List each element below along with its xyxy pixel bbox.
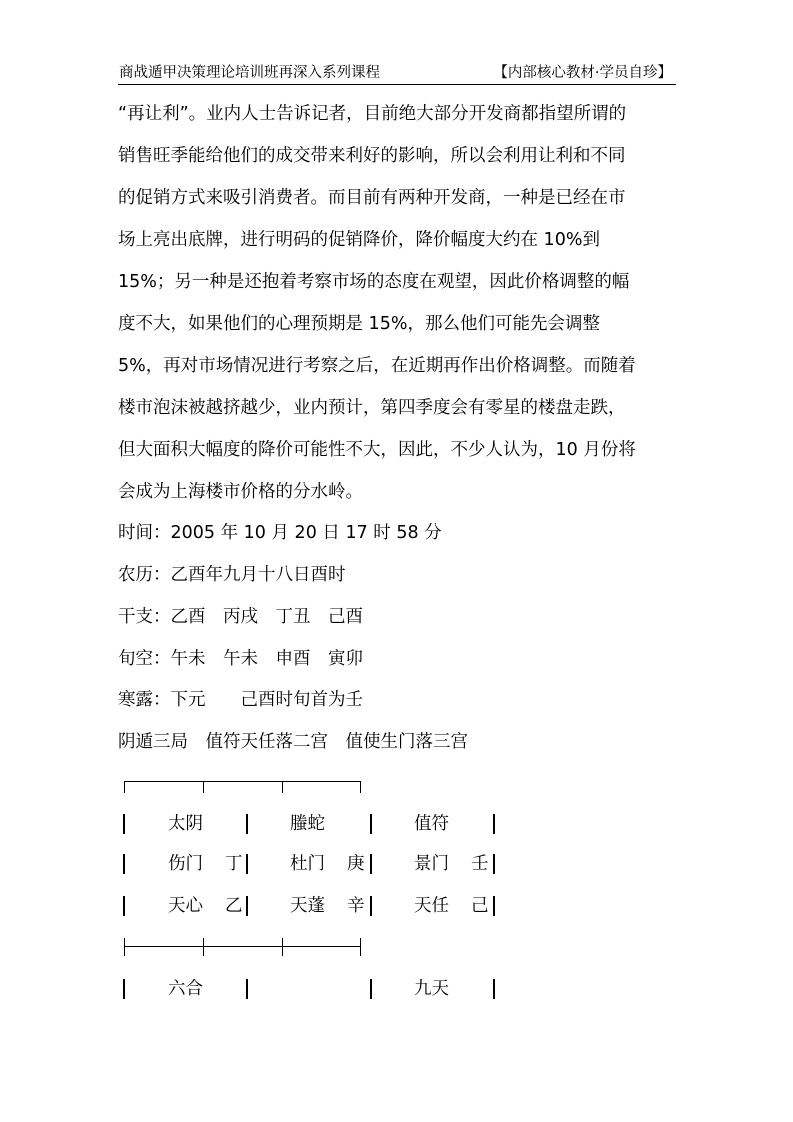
chart-cell-border	[123, 814, 125, 834]
chart-god-r1c2: 螣蛇	[290, 814, 325, 834]
paragraph-line: 楼市泡沫被越挤越少，业内预计，第四季度会有零星的楼盘走跌，	[118, 398, 626, 418]
info-ganzhi: 干支：乙酉 丙戌 丁丑 己酉	[118, 607, 363, 627]
chart-cell-border	[370, 814, 372, 834]
chart-cell-border	[123, 896, 125, 916]
info-time: 时间：2005 年 10 月 20 日 17 时 58 分	[118, 523, 442, 543]
chart-god-r2c3: 九天	[414, 979, 449, 999]
chart-cell-border	[493, 814, 495, 834]
paragraph-line: 5%，再对市场情况进行考察之后，在近期再作出价格调整。而随着	[118, 356, 636, 376]
chart-cell-border	[246, 854, 248, 874]
chart-cell-border	[370, 979, 372, 999]
chart-door-r1c1: 伤门	[168, 854, 203, 874]
paragraph-line: 场上亮出底牌，进行明码的促销降价，降价幅度大约在 10%到	[118, 230, 600, 250]
chart-top-tick	[360, 781, 361, 793]
paragraph-line: 销售旺季能给他们的成交带来利好的影响，所以会利用让利和不同	[118, 146, 626, 166]
chart-god-r1c1: 太阴	[168, 814, 203, 834]
chart-top-tick	[203, 781, 204, 793]
paragraph-line: 的促销方式来吸引消费者。而目前有两种开发商，一种是已经在市	[118, 188, 626, 208]
paragraph-line: 但大面积大幅度的降价可能性不大，因此，不少人认为，10 月份将	[118, 440, 636, 460]
chart-door-stem-r1c3: 壬	[471, 854, 489, 874]
chart-cell-border	[123, 854, 125, 874]
info-lunar: 农历：乙酉年九月十八日酉时	[118, 565, 346, 585]
chart-cell-border	[123, 979, 125, 999]
chart-star-stem-r1c3: 己	[471, 896, 489, 916]
chart-star-r1c3: 天任	[414, 896, 449, 916]
chart-top-tick	[282, 781, 283, 793]
info-xunkong: 旬空：午未 午未 申酉 寅卯	[118, 649, 363, 669]
chart-cell-border	[246, 814, 248, 834]
info-ju: 阴遁三局 值符天任落二宫 值使生门落三宫	[118, 732, 468, 752]
chart-door-stem-r1c1: 丁	[225, 854, 243, 874]
chart-middle-tick	[360, 938, 361, 956]
chart-cell-border	[493, 896, 495, 916]
paragraph-line: 会成为上海楼市价格的分水岭。	[118, 482, 363, 502]
info-jieqi: 寒露：下元 己酉时旬首为壬	[118, 690, 363, 710]
chart-door-r1c3: 景门	[414, 854, 449, 874]
paragraph-line: 度不大，如果他们的心理预期是 15%，那么他们可能先会调整	[118, 314, 600, 334]
chart-middle-border	[124, 946, 361, 947]
chart-middle-tick	[203, 938, 204, 956]
chart-cell-border	[493, 854, 495, 874]
chart-cell-border	[246, 979, 248, 999]
paragraph-line: 15%；另一种是还抱着考察市场的态度在观望，因此价格调整的幅	[118, 272, 630, 292]
chart-star-r1c2: 天蓬	[290, 896, 325, 916]
chart-star-stem-r1c1: 乙	[225, 896, 243, 916]
chart-star-stem-r1c2: 辛	[347, 896, 365, 916]
chart-door-r1c2: 杜门	[290, 854, 325, 874]
chart-cell-border	[370, 896, 372, 916]
chart-top-border	[124, 781, 361, 782]
chart-star-r1c1: 天心	[168, 896, 203, 916]
header-course-title: 商战遁甲决策理论培训班再深入系列课程	[119, 65, 380, 81]
chart-middle-tick	[282, 938, 283, 956]
chart-middle-tick	[124, 938, 125, 956]
chart-cell-border	[370, 854, 372, 874]
paragraph-line: “再让利”。业内人士告诉记者，目前绝大部分开发商都指望所谓的	[118, 104, 627, 124]
chart-top-tick	[124, 781, 125, 793]
chart-door-stem-r1c2: 庚	[347, 854, 365, 874]
chart-god-r1c3: 值符	[414, 814, 449, 834]
header-material-label: 【内部核心教材·学员自珍】	[493, 65, 672, 81]
chart-god-r2c1: 六合	[168, 979, 203, 999]
qimen-chart	[118, 0, 518, 1122]
chart-cell-border	[493, 979, 495, 999]
chart-cell-border	[246, 896, 248, 916]
